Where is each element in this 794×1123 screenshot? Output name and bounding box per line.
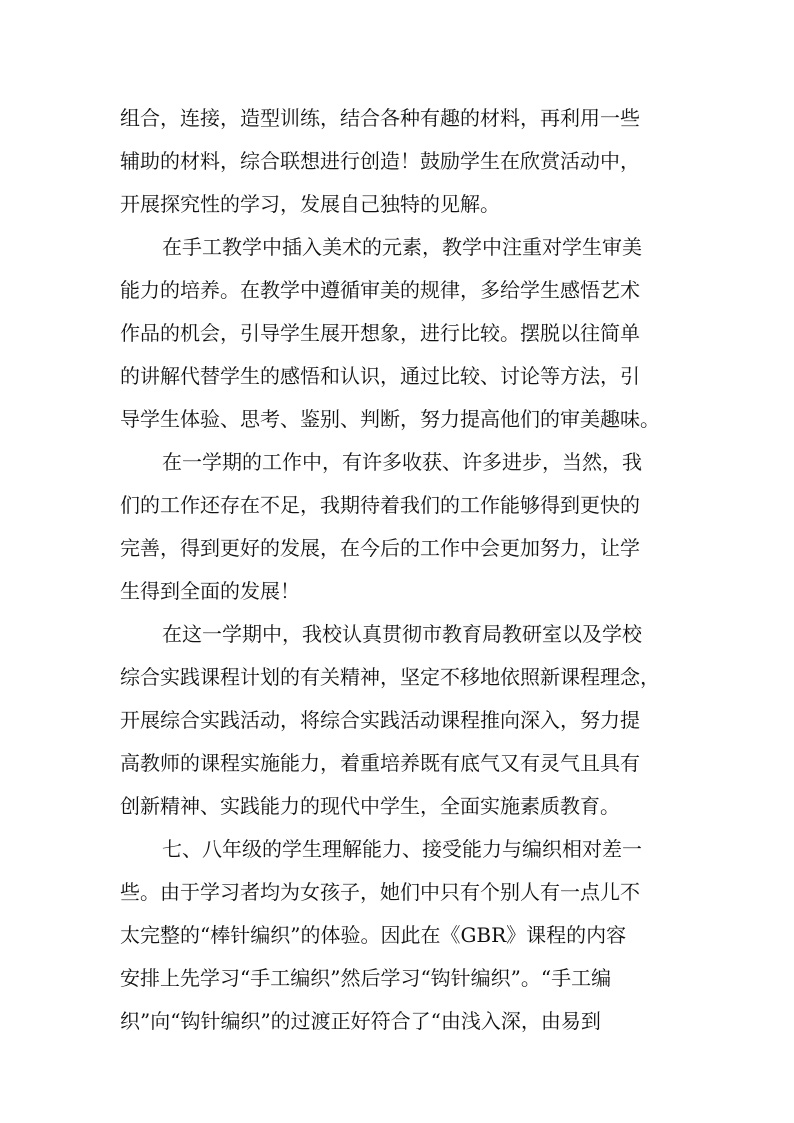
paragraph-1-line-2: 辅助的材料，综合联想进行创造！鼓励学生在欣赏活动中， <box>120 149 640 173</box>
paragraph-4-line-1: 在这一学期中，我校认真贯彻市教育局教研室以及学校 <box>162 622 642 646</box>
paragraph-4-line-4: 高教师的课程实施能力，着重培养既有底气又有灵气且具有 <box>120 751 640 775</box>
paragraph-2-line-5: 导学生体验、思考、鉴别、判断，努力提高他们的审美趣味。 <box>120 407 660 431</box>
paragraph-4-line-5: 创新精神、实践能力的现代中学生，全面实施素质教育。 <box>120 794 620 818</box>
paragraph-1-line-3: 开展探究性的学习，发展自己独特的见解。 <box>120 192 500 216</box>
paragraph-4-line-3: 开展综合实践活动，将综合实践活动课程推向深入，努力提 <box>120 708 640 732</box>
paragraph-5-line-4: 安排上先学习“手工编织”然后学习“钩针编织”。“手工编 <box>120 966 612 990</box>
paragraph-1-line-1: 组合，连接，造型训练，结合各种有趣的材料，再利用一些 <box>120 106 640 130</box>
paragraph-5-line-5: 织”向“钩针编织”的过渡正好符合了“由浅入深，由易到 <box>120 1009 601 1033</box>
paragraph-3-line-1: 在一学期的工作中，有许多收获、许多进步，当然，我 <box>162 450 642 474</box>
paragraph-2-line-3: 作品的机会，引导学生展开想象，进行比较。摆脱以往简单 <box>120 321 640 345</box>
paragraph-3-line-2: 们的工作还存在不足，我期待着我们的工作能够得到更快的 <box>120 493 640 517</box>
paragraph-5-line-3: 太完整的“棒针编织”的体验。因此在《GBR》课程的内容 <box>120 923 627 947</box>
paragraph-3-line-3: 完善，得到更好的发展，在今后的工作中会更加努力，让学 <box>120 536 640 560</box>
paragraph-5-line-2: 些。由于学习者均为女孩子，她们中只有个别人有一点儿不 <box>120 880 640 904</box>
paragraph-3-line-4: 生得到全面的发展！ <box>120 579 300 603</box>
paragraph-2-line-2: 能力的培养。在教学中遵循审美的规律，多给学生感悟艺术 <box>120 278 640 302</box>
paragraph-2-line-4: 的讲解代替学生的感悟和认识，通过比较、讨论等方法，引 <box>120 364 640 388</box>
paragraph-4-line-2: 综合实践课程计划的有关精神，坚定不移地依照新课程理念， <box>120 665 660 689</box>
paragraph-5-line-1: 七、八年级的学生理解能力、接受能力与编织相对差一 <box>162 837 642 861</box>
paragraph-2-line-1: 在手工教学中插入美术的元素，教学中注重对学生审美 <box>162 235 642 259</box>
